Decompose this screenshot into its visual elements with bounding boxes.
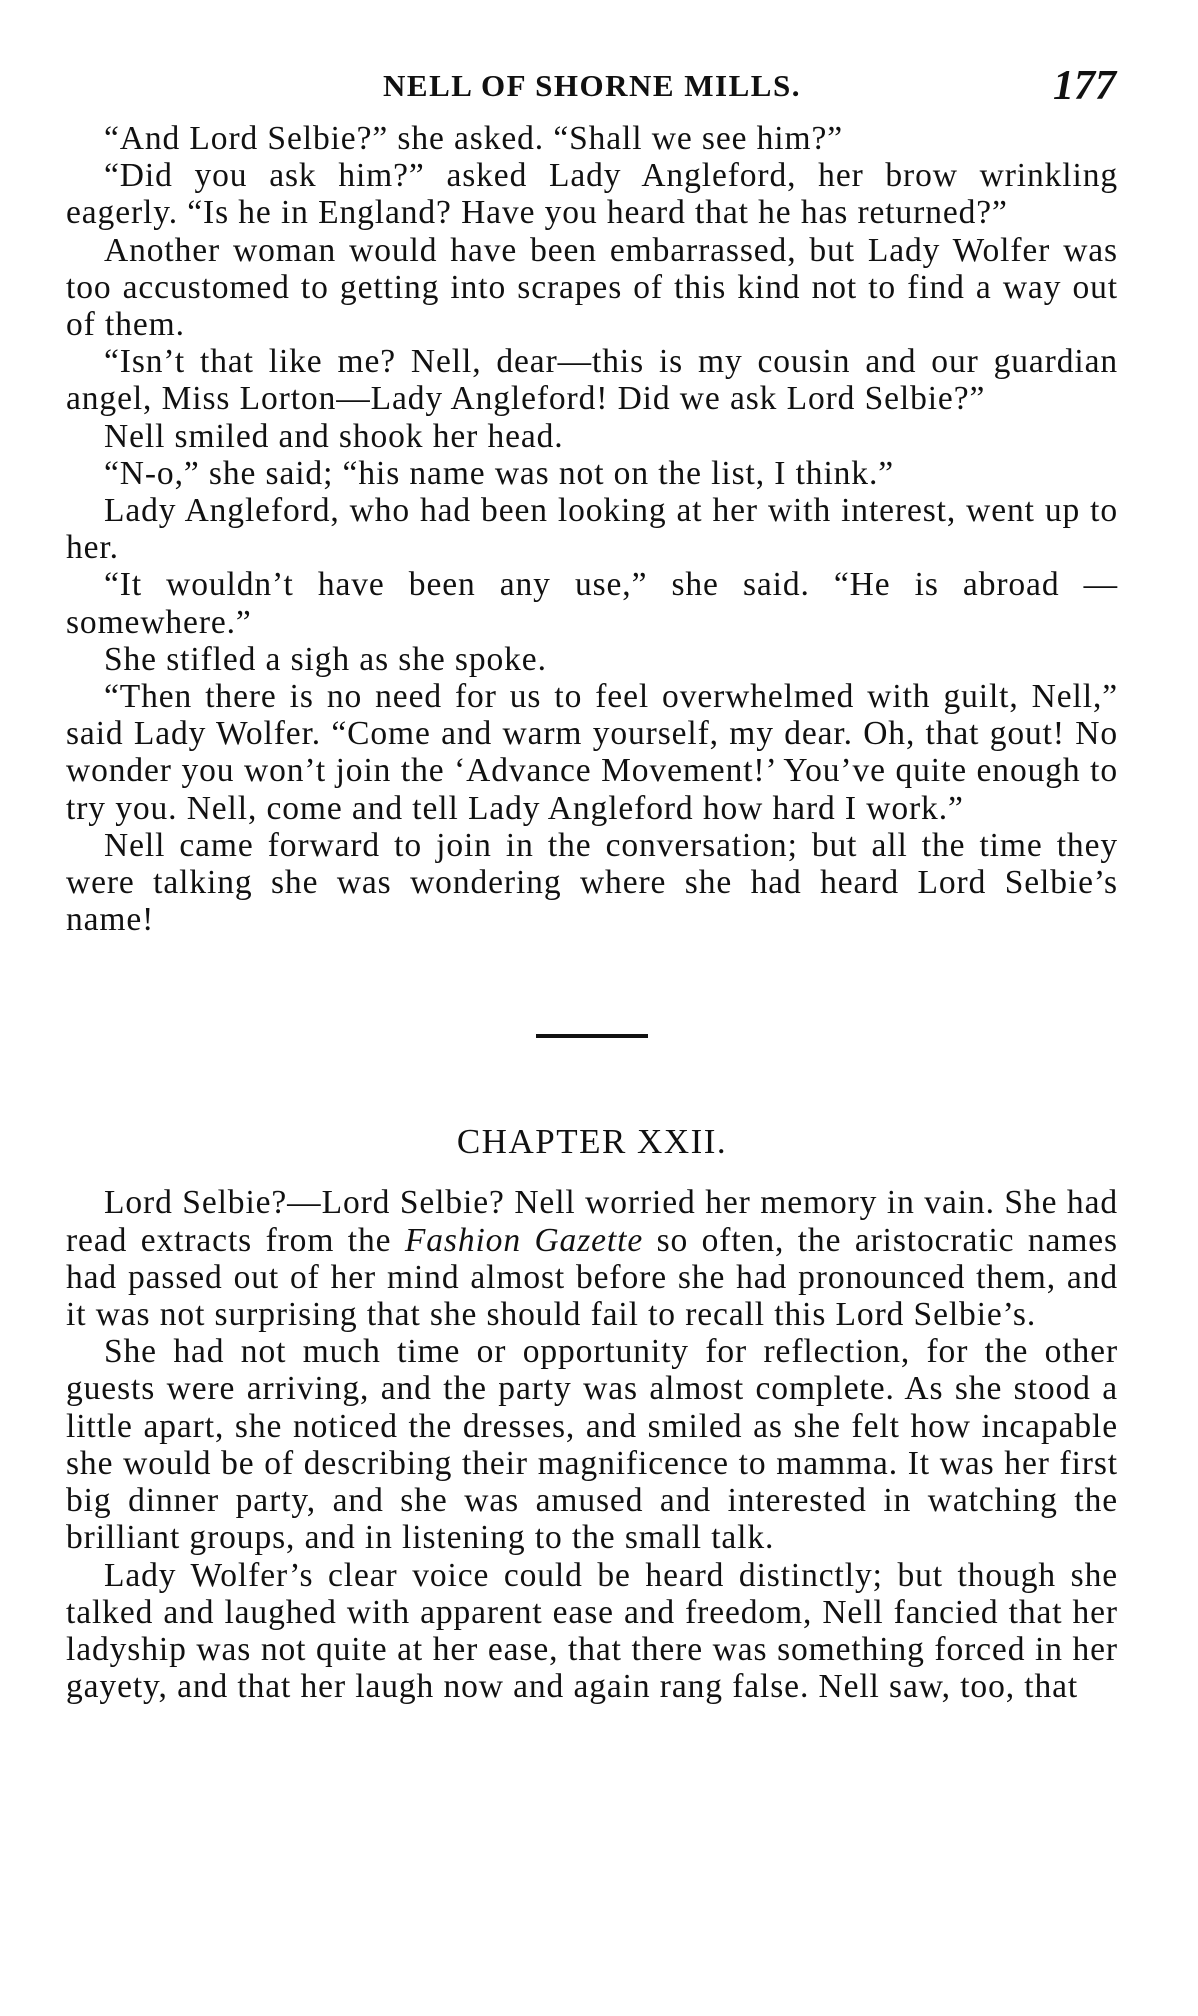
publication-title: Fashion Gazette [404,1221,644,1259]
paragraph: “And Lord Selbie?” she asked. “Shall we see him?” [104,120,843,157]
paragraph-text: Lord Selbie?—Lord Selbie? Nell worried her memory in vain. She had read extracts from the [66,1184,1118,1259]
section-one [66,120,1118,938]
chapter-heading: CHAPTER XXII. [456,1122,728,1162]
book-page [66,60,1118,1705]
paragraph: Lady Angleford, who had been looking at her with interest, went up to her. [66,492,1118,567]
paragraph: “Then there is no need for us to feel overwhelmed with guilt, Nell,” said Lady Wolfer. “Come and warm yourself, my dear. Oh, that gout! No wonder you won’t join the ‘Advance Movement!’ You’ve quite enough to try you. Nell, come and tell Lady Angleford how hard I work.” [66,678,1118,827]
paragraph: Nell smiled and shook her head. [104,417,564,455]
paragraph [66,1184,1118,1333]
paragraph: “Did you ask him?” asked Lady Angleford, her brow wrinkling eagerly. “Is he in England? Have you heard that he has returned?” [66,157,1118,232]
paragraph-text: so often, the aristocratic names had passed out of her mind almost before she had pronounced them, and it was not surprising that she should fail to recall this Lord Selbie’s. [66,1221,1118,1334]
paragraph: “N-o,” she said; “his name was not on the list, I think.” [104,454,895,492]
page-number: 177 [1053,63,1116,109]
paragraph: She stifled a sigh as she spoke. [104,640,547,678]
chapter-body [66,1184,1118,1705]
paragraph: Lady Wolfer’s clear voice could be heard distinctly; but though she talked and laughed with apparent ease and freedom, Nell fancied that her ladyship was not quite at her ease, that there was something forced in her gayety, and that her laugh now and again rang false. Nell saw, too, that [66,1556,1118,1706]
running-title: NELL OF SHORNE MILLS. [383,68,801,103]
section-break-rule [536,1034,648,1038]
paragraph: She had not much time or opportunity for reflection, for the other guests were arriving, and the party was almost complete. As she stood a little apart, she noticed the dresses, and smiled as she felt how incapable she would be of describing their magnificence to mamma. It was her first big dinner party, and she was amused and interested in watching the brilliant groups, and in listening to the small talk. [66,1333,1118,1557]
paragraph: “It wouldn’t have been any use,” she said. “He is abroad —somewhere.” [66,566,1118,641]
paragraph: “Isn’t that like me? Nell, dear—this is my cousin and our guardian angel, Miss Lorton—Lady Angleford! Did we ask Lord Selbie?” [66,343,1118,418]
paragraph: Another woman would have been embarrassed, but Lady Wolfer was too accustomed to getting into scrapes of this kind not to find a way out of them. [66,231,1118,344]
paragraph: Nell came forward to join in the conversation; but all the time they were talking she was wondering where she had heard Lord Selbie’s name! [66,826,1118,939]
page-header [66,60,1118,120]
